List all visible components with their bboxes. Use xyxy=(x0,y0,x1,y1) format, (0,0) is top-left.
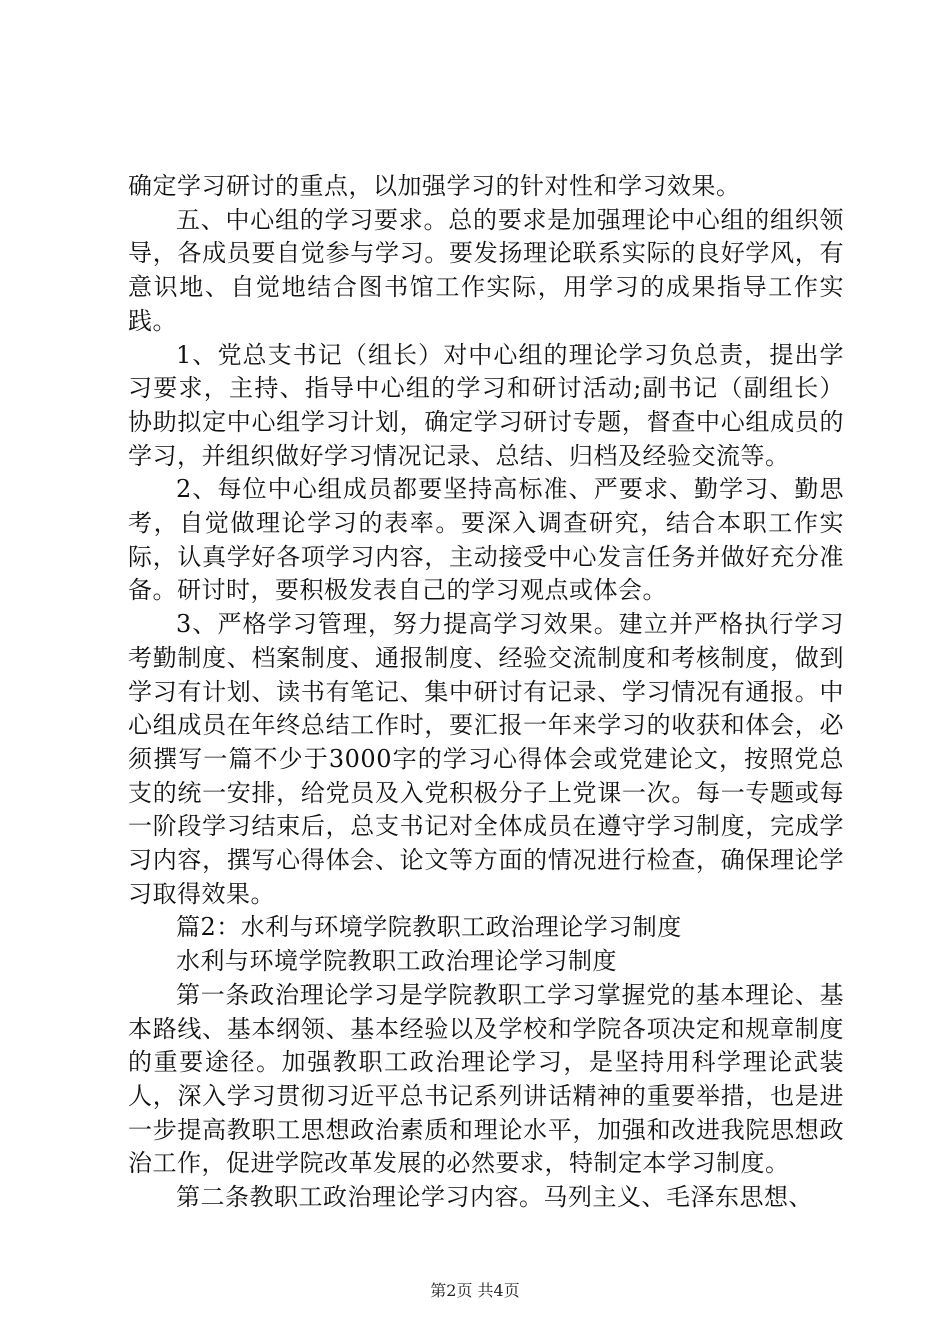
document-body xyxy=(128,170,844,1215)
paragraph-item-1: 1、党总支书记（组长）对中心组的理论学习负总责，提出学习要求，主持、指导中心组的学习和研讨活动;副书记（副组长）协助拟定中心组学习计划，确定学习研讨专题，督查中心组成员的学习，并组织做好学习情况记录、总结、归档及经验交流等。 xyxy=(128,340,844,470)
paragraph-article-one: 第一条政治理论学习是学院教职工学习掌握党的基本理论、基本路线、基本纲领、基本经验以及学校和学院各项决定和规章制度的重要途径。加强教职工政治理论学习，是坚持用科学理论武装人，深入学习贯彻习近平总书记系列讲话精神的重要举措，也是进一步提高教职工思想政治素质和理论水平，加强和改进我院思想政治工作，促进学院改革发展的必然要求，特制定本学习制度。 xyxy=(128,980,844,1178)
paragraph-section-five: 五、中心组的学习要求。总的要求是加强理论中心组的组织领导，各成员要自觉参与学习。要发扬理论联系实际的良好学风，有意识地、自觉地结合图书馆工作实际，用学习的成果指导工作实践。 xyxy=(128,205,844,335)
paragraph-item-3: 3、严格学习管理，努力提高学习效果。建立并严格执行学习考勤制度、档案制度、通报制度、经验交流制度和考核制度，做到学习有计划、读书有笔记、集中研讨有记录、学习情况有通报。中心组成员在年终总结工作时，要汇报一年来学习的收获和体会，必须撰写一篇不少于3000字的学习心得体会或党建论文，按照党总支的统一安排，给党员及入党积极分子上党课一次。每一专题或每一阶段学习结束后，总支书记对全体成员在遵守学习制度，完成学习内容，撰写心得体会、论文等方面的情况进行检查，确保理论学习取得效果。 xyxy=(128,610,844,908)
page-footer: 第2页 共4页 xyxy=(430,1281,520,1300)
article-heading: 篇2：水利与环境学院教职工政治理论学习制度 xyxy=(176,913,682,942)
article-title: 水利与环境学院教职工政治理论学习制度 xyxy=(176,947,617,976)
paragraph-item-2: 2、每位中心组成员都要坚持高标准、严要求、勤学习、勤思考，自觉做理论学习的表率。要深入调查研究，结合本职工作实际，认真学好各项学习内容，主动接受中心发言任务并做好充分准备。研讨时，要积极发表自己的学习观点或体会。 xyxy=(128,475,844,605)
paragraph-study-focus: 确定学习研讨的重点，以加强学习的针对性和学习效果。 xyxy=(128,172,741,200)
paragraph-article-two: 第二条教职工政治理论学习内容。马列主义、毛泽东思想、 xyxy=(176,1183,813,1212)
